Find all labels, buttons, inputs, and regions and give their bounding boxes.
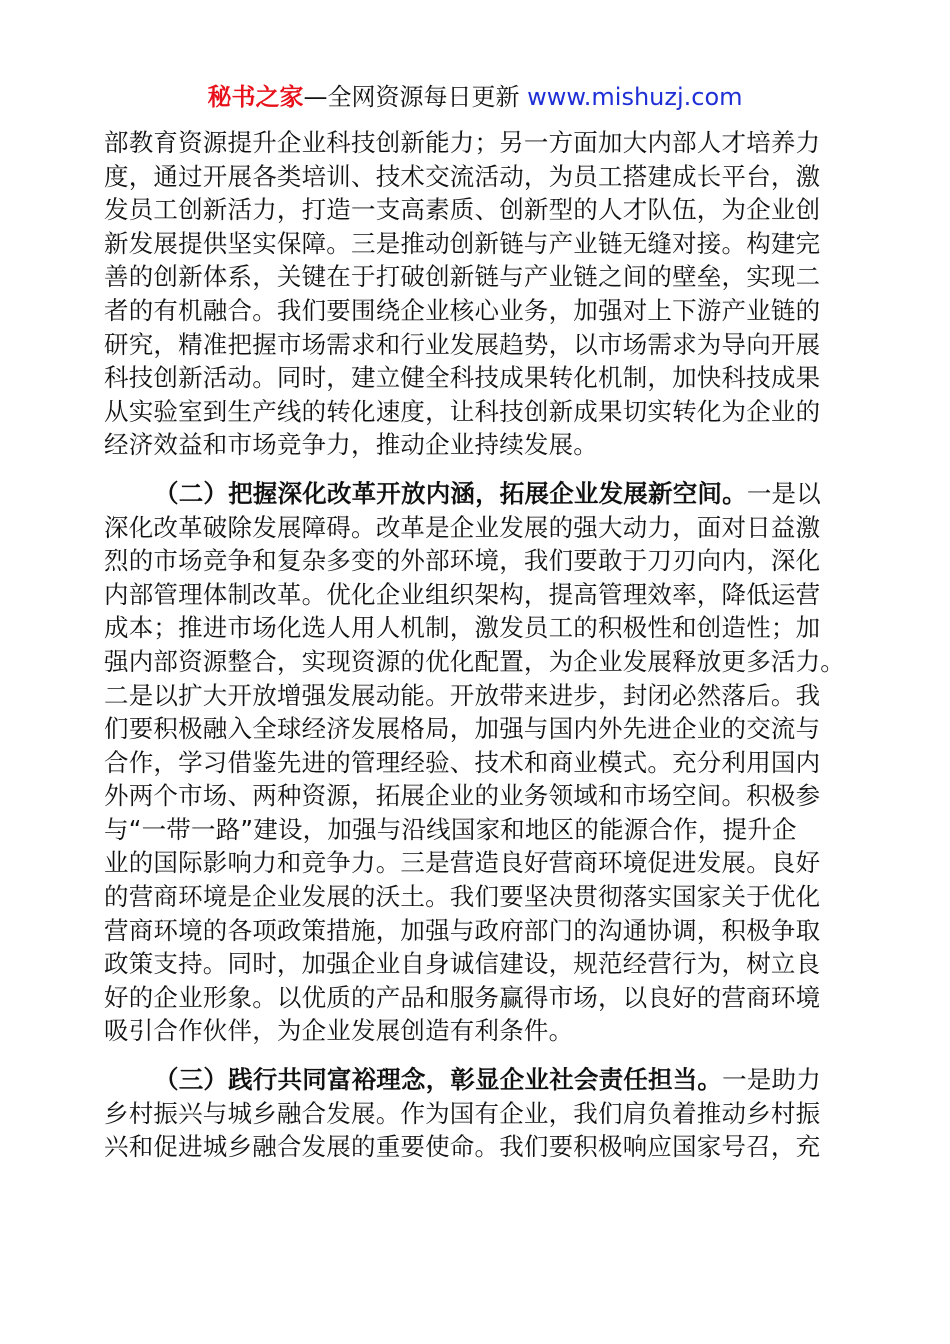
paragraph-2 <box>104 477 849 1048</box>
text-line: 科技创新活动。同时，建立健全科技成果转化机制，加快科技成果 <box>104 363 821 393</box>
text-line: 者的有机融合。我们要围绕企业核心业务，加强对上下游产业链的 <box>104 295 821 325</box>
text-line: 经济效益和市场竞争力，推动企业持续发展。 <box>104 430 598 460</box>
document-body <box>104 126 849 1164</box>
site-header <box>0 78 950 116</box>
text-line: 从实验室到生产线的转化速度，让科技创新成果切实转化为企业的 <box>104 396 821 426</box>
paragraph-3 <box>104 1063 849 1164</box>
text-line: 兴和促进城乡融合发展的重要使命。我们要积极响应国家号召，充 <box>104 1132 821 1162</box>
text-line: 二是以扩大开放增强发展动能。开放带来进步，封闭必然落后。我 <box>104 680 821 710</box>
text-line: 深化改革破除发展障碍。改革是企业发展的强大动力，面对日益激 <box>104 512 821 542</box>
brand-name: 秘书之家 <box>207 83 304 111</box>
site-url-link[interactable]: www.mishuzj.com <box>527 83 743 111</box>
text-line: 好的企业形象。以优质的产品和服务赢得市场，以良好的营商环境 <box>104 982 821 1012</box>
text-line: 的营商环境是企业发展的沃土。我们要坚决贯彻落实国家关于优化 <box>104 882 821 912</box>
text-line: 外两个市场、两种资源，拓展企业的业务领域和市场空间。积极参 <box>104 781 821 811</box>
text-line: 强内部资源整合，实现资源的优化配置，为企业发展释放更多活力。 <box>104 646 845 676</box>
text-line: 烈的市场竞争和复杂多变的外部环境，我们要敢于刀刃向内，深化 <box>104 546 821 576</box>
text-line: 政策支持。同时，加强企业自身诚信建设，规范经营行为，树立良 <box>104 949 821 979</box>
text-line: 营商环境的各项政策措施，加强与政府部门的沟通协调，积极争取 <box>104 915 821 945</box>
text-line: 业的国际影响力和竞争力。三是营造良好营商环境促进发展。良好 <box>104 848 821 878</box>
text-line: 善的创新体系，关键在于打破创新链与产业链之间的壁垒，实现二 <box>104 262 821 292</box>
text-line: 部教育资源提升企业科技创新能力；另一方面加大内部人才培养力 <box>104 128 821 157</box>
text-line: 新发展提供坚实保障。三是推动创新链与产业链无缝对接。构建完 <box>104 228 821 258</box>
text-line: 们要积极融入全球经济发展格局，加强与国内外先进企业的交流与 <box>104 714 821 744</box>
section-heading: （二）把握深化改革开放内涵，拓展企业发展新空间。 <box>154 478 747 508</box>
text-line: 成本；推进市场化选人用人机制，激发员工的积极性和创造性；加 <box>104 613 821 643</box>
text-line: 合作，学习借鉴先进的管理经验、技术和商业模式。充分利用国内 <box>104 747 821 777</box>
header-tagline: —全网资源每日更新 <box>303 83 528 111</box>
section-heading: （三）践行共同富裕理念，彰显企业社会责任担当。 <box>154 1065 723 1095</box>
text-line: 度，通过开展各类培训、技术交流活动，为员工搭建成长平台，激 <box>104 161 821 191</box>
paragraph-2-first-line <box>104 477 849 511</box>
text-line: 吸引合作伙伴，为企业发展创造有利条件。 <box>104 1016 574 1046</box>
heading-continuation: 一是助力 <box>722 1065 821 1095</box>
text-line: 乡村振兴与城乡融合发展。作为国有企业，我们肩负着推动乡村振 <box>104 1098 821 1128</box>
text-line: 研究，精准把握市场需求和行业发展趋势，以市场需求为导向开展 <box>104 329 821 359</box>
text-line: 发员工创新活力，打造一支高素质、创新型的人才队伍，为企业创 <box>104 195 821 225</box>
text-line: 与“一带一路”建设，加强与沿线国家和地区的能源合作，提升企 <box>104 814 797 844</box>
paragraph-3-first-line <box>104 1063 849 1097</box>
paragraph-1 <box>104 126 849 462</box>
text-line: 内部管理体制改革。优化企业组织架构，提高管理效率，降低运营 <box>104 579 821 609</box>
heading-continuation: 一是以 <box>746 478 821 508</box>
